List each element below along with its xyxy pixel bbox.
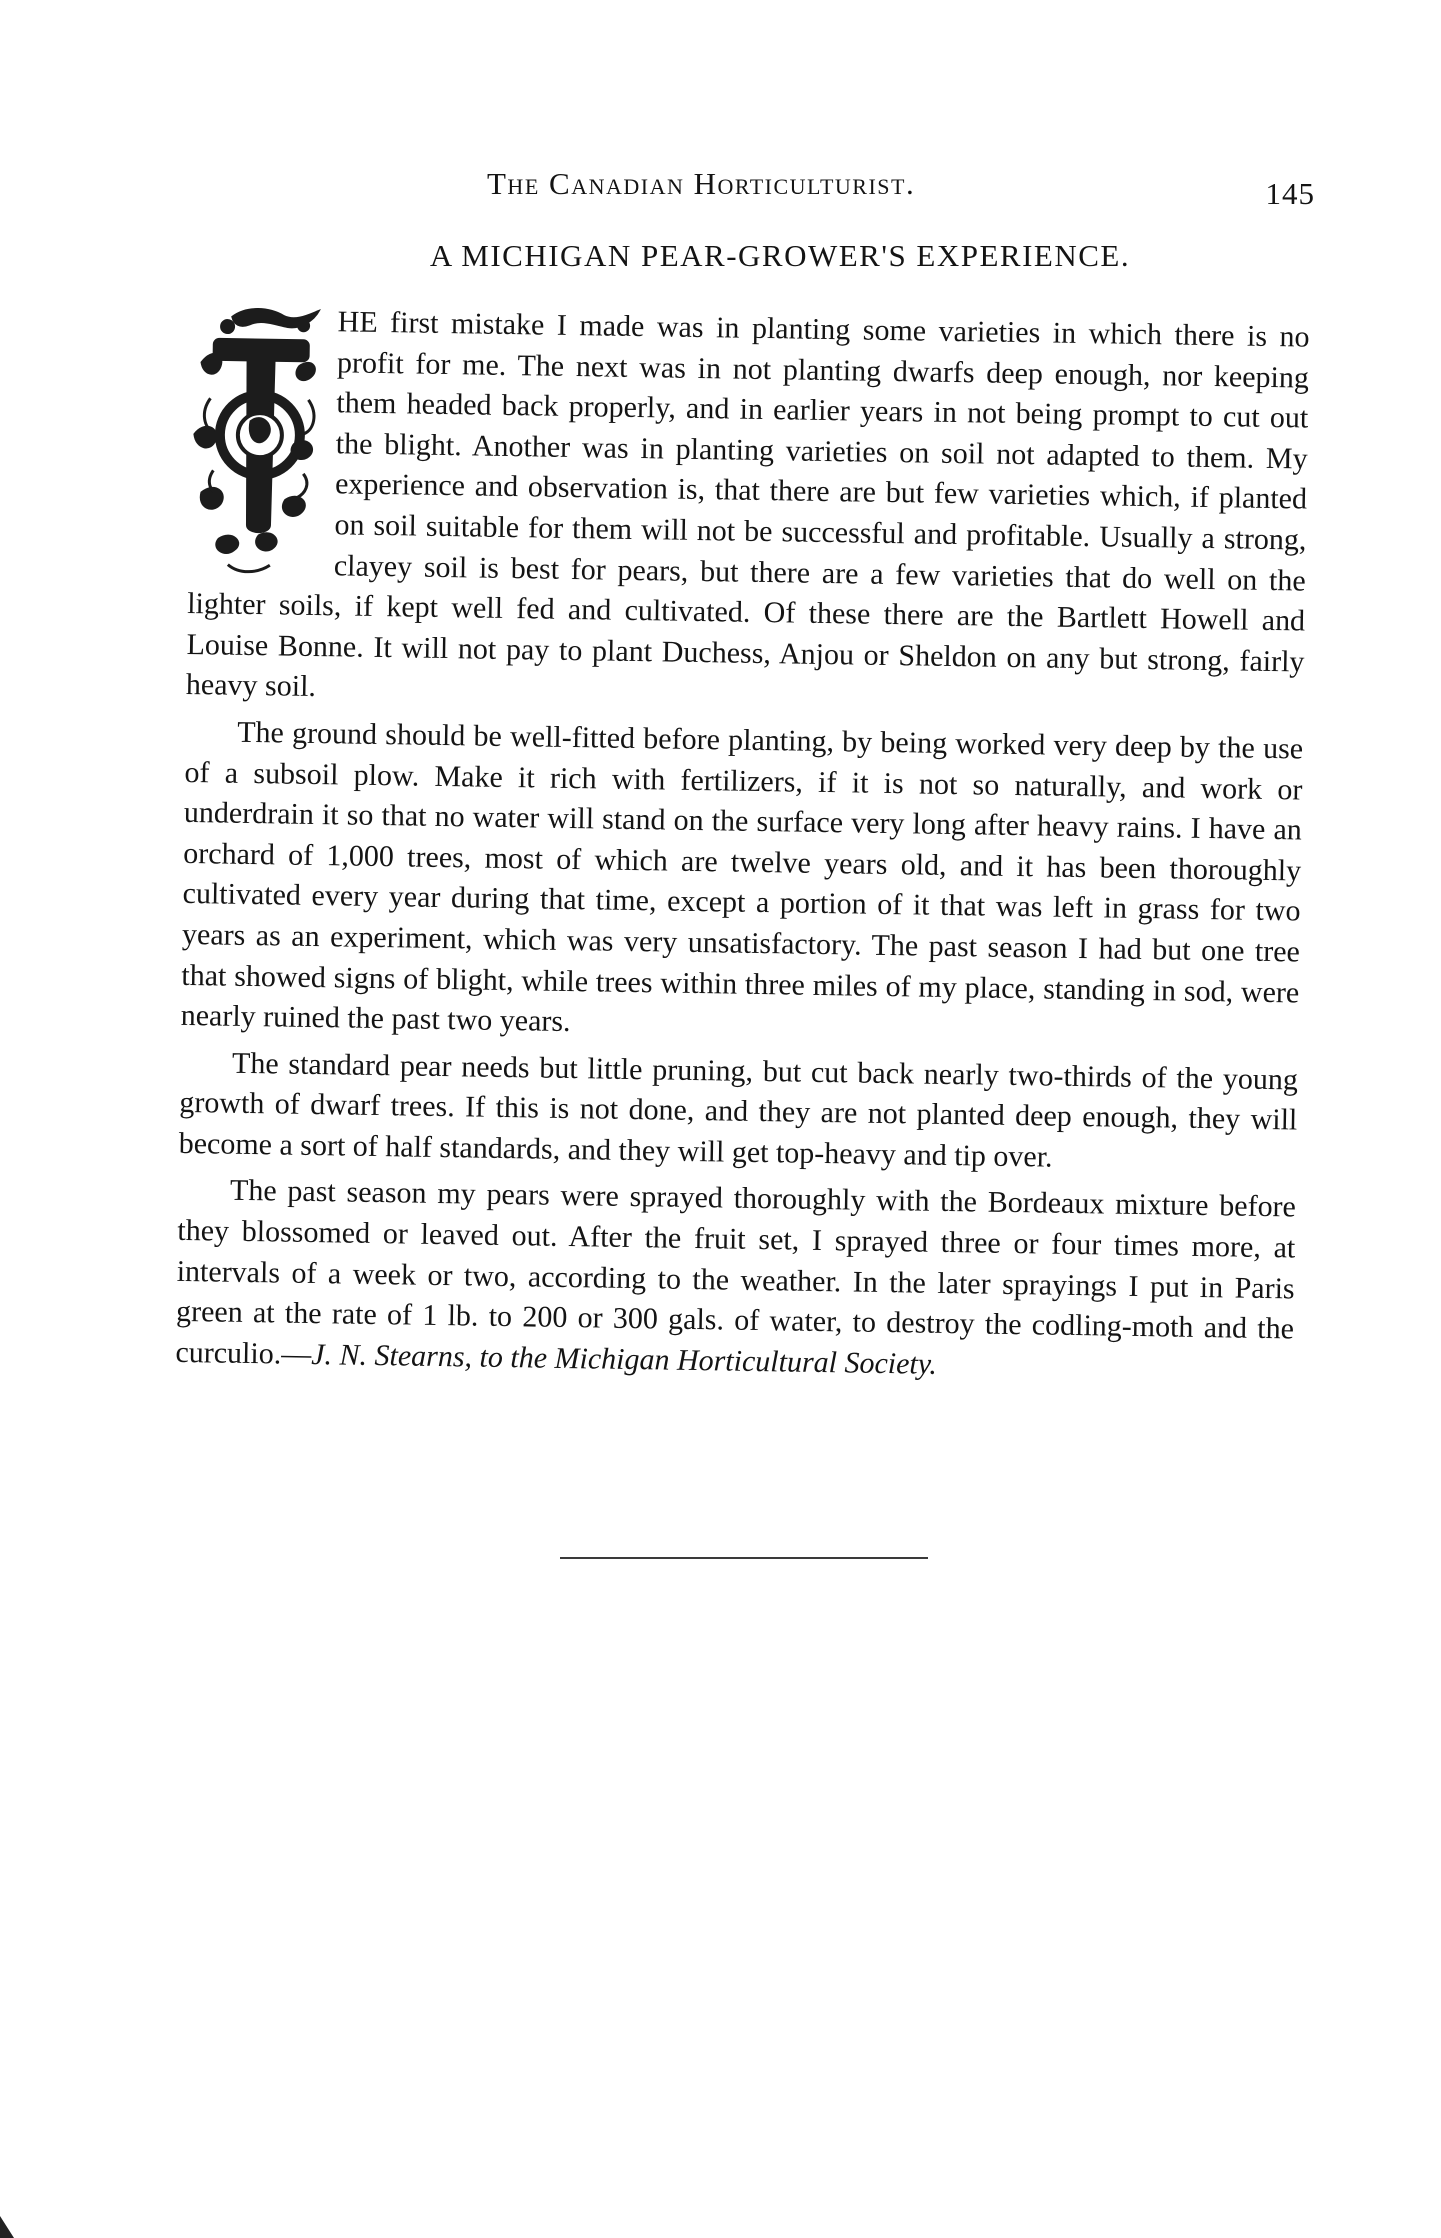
running-header <box>185 166 1315 210</box>
ornamental-drop-cap-icon <box>188 302 324 586</box>
attribution: J. N. Stearns, to the Michigan Horticultural Society. <box>310 1337 938 1381</box>
paragraph-2: The ground should be well-fitted before planting, by being worked very deep by the use of a subsoil plow. Make it rich with fertilizers, if it is not so naturally, and work or underdrain it so that no water will stand on the surface very long after heavy rains. I have an orchard of 1,000 trees, most of which are twelve years old, and it has been thoroughly cultivated every year during that time, except a portion of it that was left in grass for two years as an experiment, which was very unsatisfactory. The past season I had but one tree that showed signs of blight, while trees within three miles of my place, standing in sod, were nearly ruined the past two years. <box>180 715 1304 1039</box>
article-body <box>175 300 1310 1397</box>
paragraph-1-text: HE first mistake I made was in planting some varieties in which there is no profit for me. The next was in not planting dwarfs deep enough, nor keeping them headed back properly, and in earlier years in not being prompt to cut out the blight. Another was in planting varieties on soil not adapted to them. My experience and observation is, that there are but few varieties which, if planted on soil suitable for them will not be successful and profitable. Usually a strong, clayey soil is best for pears, but there are a few varieties that do well on the lighter soils, if kept well fed and cultivated. Of these there are the Bartlett Howell and Louise Bonne. It will not pay to plant Duchess, Anjou or Sheldon on any but strong, fairly heavy soil. <box>185 305 1310 704</box>
running-title: The Canadian Horticulturist. <box>487 166 916 201</box>
article-title: A MICHIGAN PEAR-GROWER'S EXPERIENCE. <box>429 238 1131 273</box>
page-edge-mark <box>0 2216 14 2238</box>
paragraph-3: The standard pear needs but little pruning, but cut back nearly two-thirds of the young growth of dwarf trees. If this is not done, and they are not planted deep enough, they will become a sort of half standards, and they will get top-heavy and tip over. <box>178 1046 1299 1174</box>
closing-rule <box>560 1557 928 1559</box>
paragraph-4 <box>175 1170 1296 1391</box>
paragraph-4-text: The past season my pears were sprayed thoroughly with the Bordeaux mixture before they blossomed or leaved out. After the fruit set, I sprayed three or four times more, at intervals of a week or two, according to the weather. In the later sprayings I put in Paris green at the rate of 1 lb. to 200 or 300 gals. of water, to destroy the codling-moth and the curculio.— <box>175 1174 1297 1371</box>
paragraph-1 <box>186 300 1310 723</box>
page-number: 145 <box>1265 176 1315 211</box>
